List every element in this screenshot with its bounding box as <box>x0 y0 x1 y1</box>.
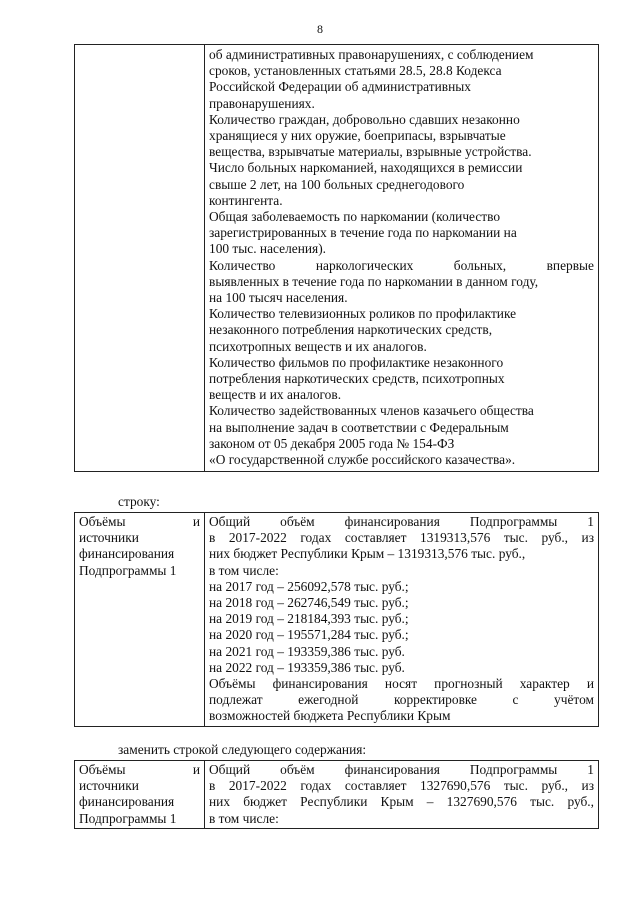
text-line: Объёмы финансирования носят прогнозный характер и <box>209 676 594 692</box>
text-line: Количество фильмов по профилактике незаконного <box>209 354 504 370</box>
text-line: Общий объём финансирования Подпрограммы 1 <box>209 514 594 529</box>
text-line: 100 тыс. населения). <box>209 241 327 257</box>
text-line: Число больных наркоманией, находящихся в ремиссии <box>209 160 523 176</box>
text-line: Количество задействованных членов казачьего общества <box>209 403 534 419</box>
text-line: на 2020 год – 195571,284 тыс. руб.; <box>209 627 409 643</box>
text-line: Российской Федерации об административных <box>209 79 471 95</box>
text-line: Подпрограммы 1 <box>79 562 177 578</box>
text-line: подлежат ежегодной корректировке с учётом <box>209 692 594 708</box>
text-line: незаконного потребления наркотических средств, <box>209 322 493 338</box>
text-line: Подпрограммы 1 <box>79 810 177 826</box>
text-line: возможностей бюджета Республики Крым <box>209 708 451 724</box>
text-line: на 2017 год – 256092,578 тыс. руб.; <box>209 578 409 594</box>
text-line: на выполнение задач в соответствии с Федеральным <box>209 419 509 435</box>
old-financing-table <box>74 512 599 727</box>
text-line: источники <box>79 778 139 794</box>
text-line: в том числе: <box>209 810 279 826</box>
text-line: на 2018 год – 262746,549 тыс. руб.; <box>209 595 409 611</box>
indicators-table-continuation <box>74 44 599 472</box>
text-line: Количество граждан, добровольно сдавших незаконно <box>209 111 520 127</box>
text-line: Общая заболеваемость по наркомании (количество <box>209 209 501 225</box>
text-line: потребления наркотических средств, психотропных <box>209 371 505 387</box>
text-line: психотропных веществ и их аналогов. <box>209 338 427 354</box>
text-line: веществ и их аналогов. <box>209 387 342 403</box>
financing-text-cell <box>205 761 599 829</box>
text-line: Общий объём финансирования Подпрограммы 1 <box>209 762 594 777</box>
text-line: в 2017-2022 годах составляет 1319313,576 тыс. руб., из <box>209 530 594 546</box>
page-number: 8 <box>317 22 323 36</box>
text-line: Количество телевизионных роликов по профилактике <box>209 306 517 322</box>
text-line: выявленных в течение года по наркомании в данном году, <box>209 273 539 289</box>
text-line: хранящиеся у них оружие, боеприпасы, взрывчатые <box>209 128 506 144</box>
empty-left-cell <box>75 45 205 472</box>
text-line: контингента. <box>209 192 283 208</box>
text-line: правонарушениях. <box>209 95 315 111</box>
text-line: «О государственной службе российского казачества». <box>209 452 516 468</box>
text-line: них бюджет Республики Крым – 1319313,576 тыс. руб., <box>209 546 526 562</box>
financing-label-cell <box>75 513 205 727</box>
text-line: зарегистрированных в течение года по наркомании на <box>209 225 517 241</box>
note-replace-instruction: заменить строкой следующего содержания: <box>118 742 367 757</box>
table-row <box>75 761 599 829</box>
financing-text-cell <box>205 513 599 727</box>
text-line: на 2021 год – 193359,386 тыс. руб. <box>209 643 405 659</box>
text-line: в 2017-2022 годах составляет 1327690,576 тыс. руб., из <box>209 778 594 794</box>
text-line: на 2019 год – 218184,393 тыс. руб.; <box>209 611 409 627</box>
text-line: об административных правонарушениях, с соблюдением <box>209 47 534 62</box>
text-line: Объёмы и <box>79 762 200 777</box>
text-line: на 2022 год – 193359,386 тыс. руб. <box>209 659 405 675</box>
text-line: свыше 2 лет, на 100 больных среднегодового <box>209 176 465 192</box>
text-line: сроков, установленных статьями 28.5, 28.8 Кодекса <box>209 63 502 79</box>
text-line: Количество наркологических больных, впервые <box>209 257 594 273</box>
text-line: в том числе: <box>209 562 279 578</box>
text-line: них бюджет Республики Крым – 1327690,576 тыс. руб., <box>209 794 594 810</box>
text-line: законом от 05 декабря 2005 года № 154-ФЗ <box>209 435 455 451</box>
indicators-cell <box>205 45 599 472</box>
text-line: источники <box>79 530 139 546</box>
note-row-label: строку: <box>118 494 160 509</box>
text-line: вещества, взрывчатые материалы, взрывные устройства. <box>209 144 532 160</box>
new-financing-table <box>74 760 599 829</box>
text-line: финансирования <box>79 546 175 562</box>
text-line: Объёмы и <box>79 514 200 529</box>
text-line: финансирования <box>79 794 175 810</box>
financing-label-cell <box>75 761 205 829</box>
table-row <box>75 513 599 727</box>
table-row <box>75 45 599 472</box>
text-line: на 100 тысяч населения. <box>209 290 348 306</box>
